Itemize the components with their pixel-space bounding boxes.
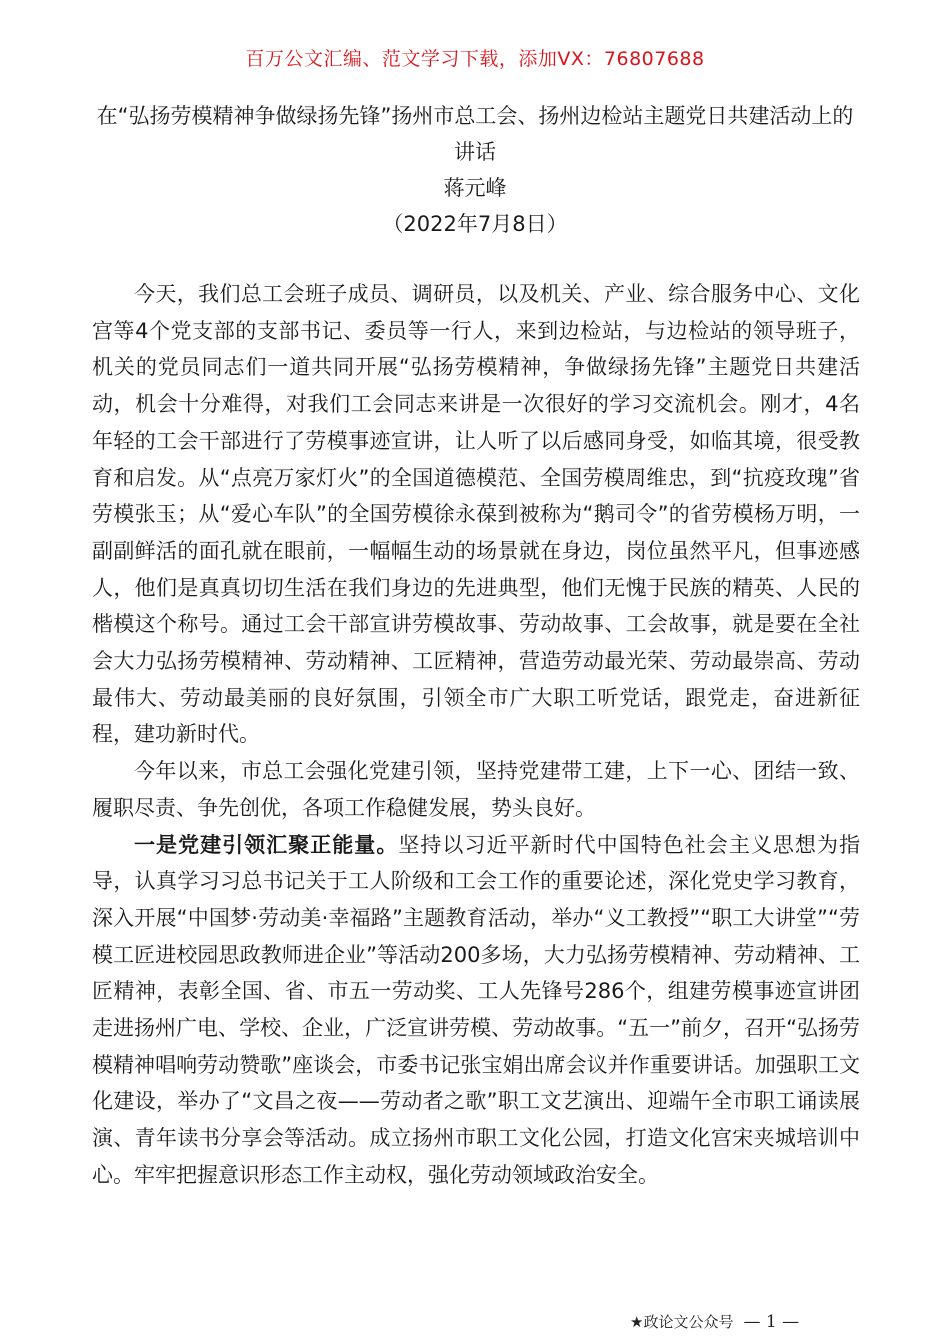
speech-date: （2022年7月8日） bbox=[382, 212, 568, 236]
document-title: 在“弘扬劳模精神争做绿扬先锋”扬州市总工会、扬州边检站主题党日共建活动上的讲话 bbox=[96, 104, 854, 164]
author-name: 蒋元峰 bbox=[443, 176, 507, 200]
paragraph-3-text: 坚持以习近平新时代中国特色社会主义思想为指导，认真学习习总书记关于工人阶级和工会工作的重要论述，深化党史学习教育，深入开展“中国梦·劳动美·幸福路”主题教育活动，举办“义工教授”“职工大讲堂”“劳模工匠进校园思政教师进企业”等活动200多场，大力弘扬劳模精神、劳动精神、工匠精神，表彰全国、省、市五一劳动奖、工人先锋号286个，组建劳模事迹宣讲团走进扬州广电、学校、企业，广泛宣讲劳模、劳动故事。“五一”前夕，召开“弘扬劳模精神唱响劳动赞歌”座谈会，市委书记张宝娟出席会议并作重要讲话。加强职工文化建设，举办了“文昌之夜——劳动者之歌”职工文艺演出、迎端午全市职工诵读展演、青年读书分享会等活动。成立扬州市职工文化公园，打造文化宫宋夹城培训中心。牢牢把握意识形态工作主动权，强化劳动领域政治安全。 bbox=[92, 832, 860, 1187]
paragraph-3-lead: 一是党建引领汇聚正能量。 bbox=[134, 832, 399, 857]
page-footer bbox=[630, 1311, 799, 1332]
paragraph-2-text: 今年以来，市总工会强化党建引领，坚持党建带工建，上下一心、团结一致、履职尽责、争先创优，各项工作稳健发展，势头良好。 bbox=[92, 759, 860, 820]
paragraph-1-text: 今天，我们总工会班子成员、调研员，以及机关、产业、综合服务中心、文化宫等4个党支部的支部书记、委员等一行人，来到边检站，与边检站的领导班子，机关的党员同志们一道共同开展“弘扬劳模精神，争做绿扬先锋”主题党日共建活动，机会十分难得，对我们工会同志来讲是一次很好的学习交流机会。刚才，4名年轻的工会干部进行了劳模事迹宣讲，让人听了以后感同身受，如临其境，很受教育和启发。从“点亮万家灯火”的全国道德模范、全国劳模周维忠，到“抗疫玫瑰”省劳模张玉；从“爱心车队”的全国劳模徐永葆到被称为“鹅司令”的省劳模杨万明，一副副鲜活的面孔就在眼前，一幅幅生动的场景就在身边，岗位虽然平凡，但事迹感人，他们是真真切切生活在我们身边的先进典型，他们无愧于民族的精英、人民的楷模这个称号。通过工会干部宣讲劳模故事、劳动故事、工会故事，就是要在全社会大力弘扬劳模精神、劳动精神、工匠精神，营造劳动最光荣、劳动最崇高、劳动最伟大、劳动最美丽的良好氛围，引领全市广大职工听党话，跟党走，奋进新征程，建功新时代。 bbox=[92, 282, 860, 747]
paragraph-1 bbox=[92, 276, 860, 753]
page-number: — 1 — bbox=[743, 1312, 800, 1332]
paragraph-3 bbox=[92, 827, 860, 1194]
footer-label: ★政论文公众号 bbox=[630, 1313, 734, 1331]
document-body bbox=[92, 276, 860, 1194]
watermark-banner: 百万公文汇编、范文学习下载，添加VX：76807688 bbox=[245, 48, 705, 70]
paragraph-2 bbox=[92, 753, 860, 826]
